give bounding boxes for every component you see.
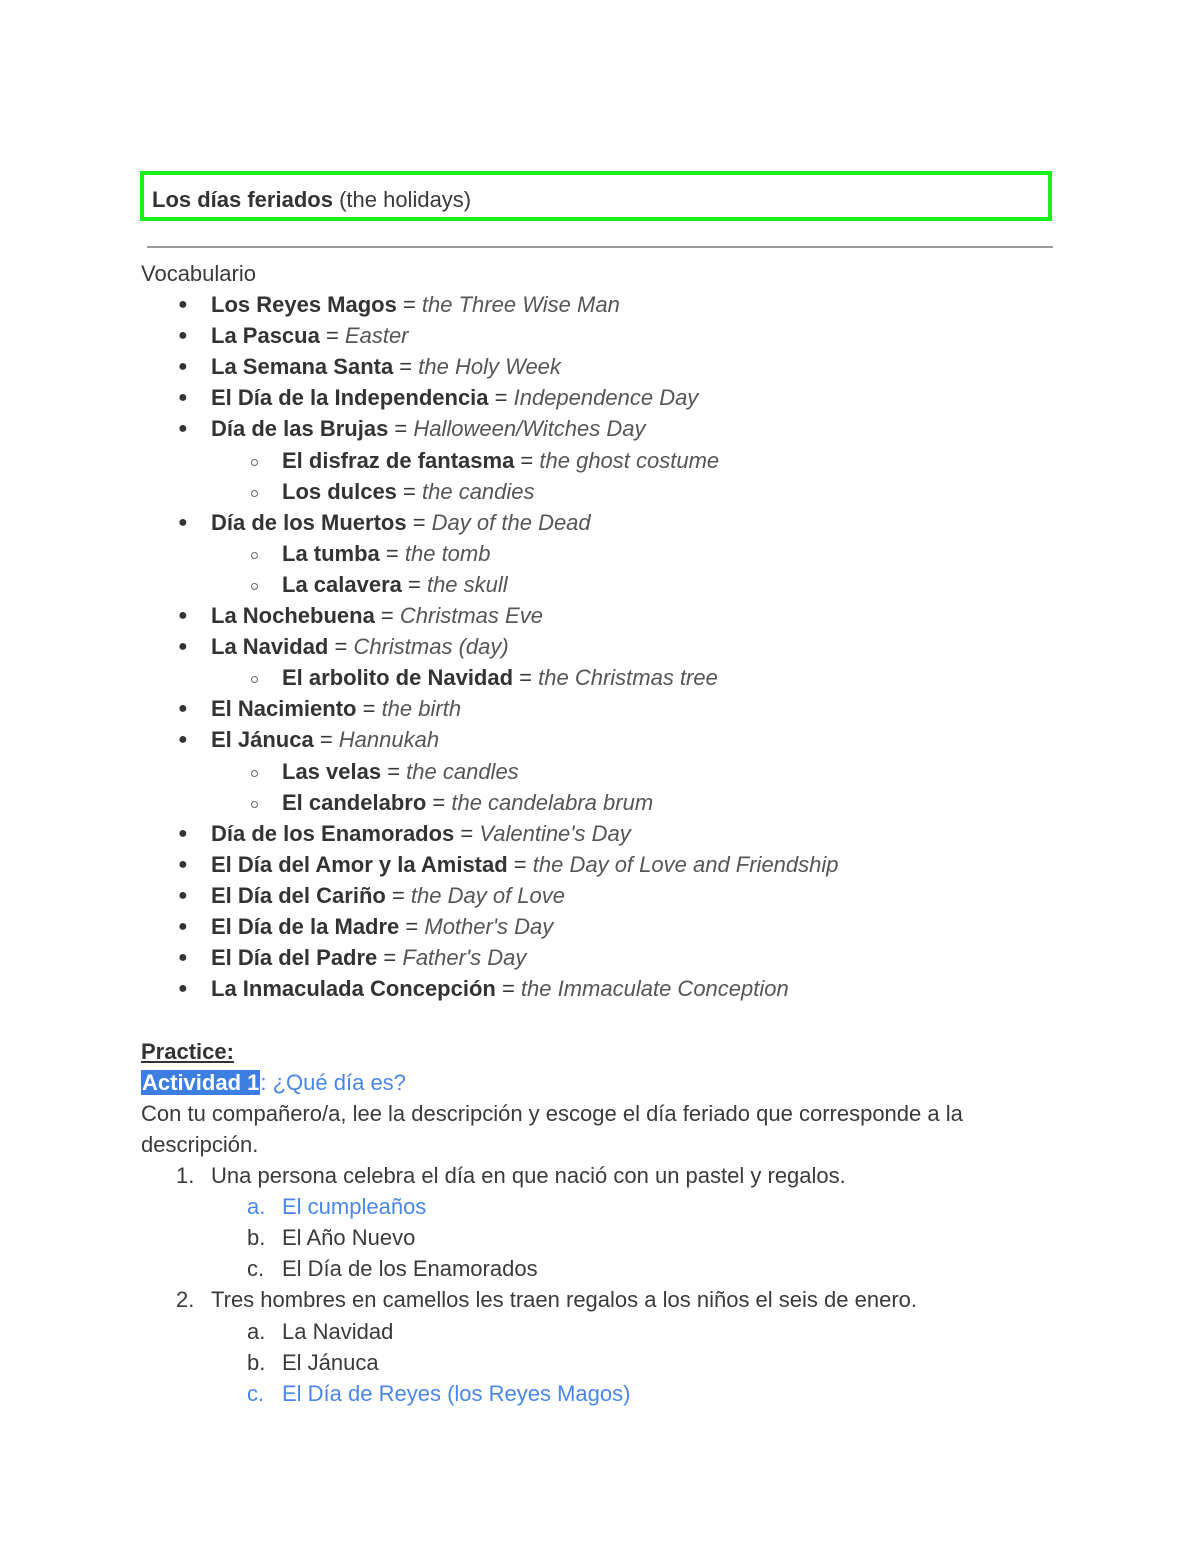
vocab-equals: = <box>514 447 540 473</box>
vocab-meaning: Valentine's Day <box>479 820 631 846</box>
bullet-dot-icon: ● <box>178 327 188 345</box>
vocab-term: El Jánuca <box>211 727 314 753</box>
option-letter: c. <box>247 1256 265 1282</box>
bullet-dot-icon: ● <box>178 918 188 935</box>
vocab-item <box>211 601 543 632</box>
vocab-term: El disfraz de fantasma <box>282 447 515 473</box>
vocab-meaning: the Immaculate Conception <box>520 976 789 1002</box>
vocab-equals: = <box>396 292 422 317</box>
vocab-meaning: Father's Day <box>402 945 527 971</box>
option-text: La Navidad <box>282 1318 394 1344</box>
vocab-term: Día de los Enamorados <box>211 820 455 846</box>
vocab-item <box>211 912 553 943</box>
vocab-item <box>211 725 439 756</box>
vocab-meaning: Christmas Eve <box>399 603 543 628</box>
vocab-item <box>211 414 646 445</box>
vocab-meaning: the Day of Love <box>410 882 566 908</box>
vocab-equals: = <box>328 634 354 660</box>
vocab-term: El Día del Padre <box>211 945 378 971</box>
vocab-meaning: the Christmas tree <box>538 665 718 691</box>
option-letter: b. <box>247 1225 266 1251</box>
vocab-item <box>211 819 631 850</box>
bullet-dot-icon: ● <box>178 731 188 749</box>
vocab-meaning: the candelabra brum <box>451 789 654 815</box>
question-text: Tres hombres en camellos les traen regalos a los niños el seis de enero. <box>211 1287 917 1313</box>
practice-heading: Practice: <box>141 1039 234 1064</box>
vocab-item <box>211 383 698 414</box>
vocab-item <box>211 632 509 663</box>
vocab-meaning: Halloween/Witches Day <box>413 416 646 442</box>
vocab-term: El Día de la Madre <box>211 914 400 939</box>
vocab-item <box>282 663 718 694</box>
vocab-meaning: the skull <box>426 571 508 597</box>
option-letter: b. <box>247 1349 266 1375</box>
bullet-dot-icon: ● <box>178 420 188 438</box>
vocab-meaning: the Holy Week <box>418 354 561 380</box>
bullet-dot-icon: ● <box>178 855 188 873</box>
activity-label: Actividad 1 <box>142 1070 260 1095</box>
vocab-equals: = <box>488 385 514 411</box>
vocab-item <box>282 570 508 601</box>
option-correct-answer: El cumpleaños <box>282 1194 427 1220</box>
vocab-term: El Día del Cariño <box>211 882 386 908</box>
vocab-meaning: the Day of Love and Friendship <box>532 851 839 877</box>
bullet-circle-icon <box>251 459 258 466</box>
bullet-dot-icon: ● <box>178 296 188 313</box>
title-box <box>140 171 1052 221</box>
vocab-item <box>211 508 591 539</box>
option-text: El Año Nuevo <box>282 1225 416 1251</box>
bullet-dot-icon: ● <box>178 886 188 904</box>
horizontal-rule <box>147 246 1053 248</box>
vocab-term: La Navidad <box>211 634 329 660</box>
vocab-meaning: the tomb <box>404 540 491 566</box>
vocab-meaning: Independence Day <box>513 385 699 411</box>
vocab-equals: = <box>396 478 422 504</box>
vocab-equals: = <box>399 914 425 939</box>
vocab-item <box>211 943 526 974</box>
vocab-item <box>211 850 839 881</box>
vocab-equals: = <box>377 945 403 971</box>
vocab-meaning: Easter <box>344 323 409 349</box>
bullet-dot-icon: ● <box>178 389 188 407</box>
bullet-dot-icon: ● <box>178 358 188 376</box>
vocab-equals: = <box>454 820 480 846</box>
vocab-term: La calavera <box>282 571 402 597</box>
option-text: El Jánuca <box>282 1349 379 1375</box>
vocab-item <box>282 446 719 477</box>
vocab-equals: = <box>513 665 539 691</box>
option-correct-answer: El Día de Reyes (los Reyes Magos) <box>282 1380 631 1406</box>
bullet-dot-icon: ● <box>178 700 188 718</box>
question-number: 1. <box>176 1163 195 1188</box>
vocab-meaning: Hannukah <box>338 727 440 753</box>
vocab-term: Día de los Muertos <box>211 509 407 535</box>
vocab-equals: = <box>356 696 382 722</box>
bullet-dot-icon: ● <box>178 607 188 624</box>
vocab-term: Las velas <box>282 758 382 784</box>
vocab-meaning: Day of the Dead <box>431 509 591 535</box>
vocab-meaning: Christmas (day) <box>353 634 509 660</box>
vocab-meaning: the birth <box>381 696 462 722</box>
vocab-equals: = <box>406 509 432 535</box>
vocab-item <box>211 290 620 321</box>
vocab-equals: = <box>313 727 339 753</box>
activity-sep: : <box>260 1070 273 1095</box>
activity-line <box>141 1068 406 1099</box>
vocab-item <box>282 757 519 788</box>
bullet-dot-icon: ● <box>178 980 188 998</box>
question-text: Una persona celebra el día en que nació con un pastel y regalos. <box>211 1163 846 1188</box>
vocab-equals: = <box>381 758 407 784</box>
bullet-dot-icon: ● <box>178 513 188 531</box>
vocab-term: El arbolito de Navidad <box>282 665 514 691</box>
vocab-heading: Vocabulario <box>141 261 256 286</box>
title-rest: (the holidays) <box>332 187 472 212</box>
vocab-equals: = <box>388 416 414 442</box>
bullet-circle-icon <box>251 583 258 590</box>
bullet-circle-icon <box>251 490 258 497</box>
activity-title: ¿Qué día es? <box>272 1070 406 1095</box>
question-number: 2. <box>176 1287 195 1313</box>
bullet-circle-icon <box>251 801 258 808</box>
instructions-line-2: descripción. <box>141 1132 259 1157</box>
vocab-equals: = <box>401 571 427 597</box>
vocab-term: Día de las Brujas <box>211 416 389 442</box>
vocab-equals: = <box>507 851 533 877</box>
vocab-term: La Nochebuena <box>211 603 375 628</box>
vocab-term: Los Reyes Magos <box>211 292 397 317</box>
vocab-term: El candelabro <box>282 789 427 815</box>
vocab-term: La Semana Santa <box>211 354 394 380</box>
vocab-item <box>282 539 490 570</box>
option-text: El Día de los Enamorados <box>282 1256 538 1282</box>
bullet-dot-icon: ● <box>178 824 188 842</box>
vocab-term: El Día de la Independencia <box>211 385 489 411</box>
vocab-meaning: the candies <box>422 478 535 504</box>
instructions-line-1: Con tu compañero/a, lee la descripción y escoge el día feriado que corresponde a la <box>141 1101 963 1126</box>
vocab-equals: = <box>385 882 411 908</box>
vocab-item <box>211 694 461 725</box>
bullet-dot-icon: ● <box>178 949 188 967</box>
bullet-circle-icon <box>251 552 258 559</box>
vocab-item <box>211 974 789 1005</box>
title-bold: Los días feriados <box>152 187 333 212</box>
bullet-dot-icon: ● <box>178 638 188 656</box>
option-letter: a. <box>247 1318 266 1344</box>
vocab-equals: = <box>374 603 400 628</box>
bullet-circle-icon <box>251 770 258 777</box>
option-letter: a. <box>247 1194 266 1220</box>
vocab-meaning: the Three Wise Man <box>421 292 620 317</box>
vocab-item <box>211 321 409 352</box>
vocab-meaning: the ghost costume <box>539 447 720 473</box>
vocab-term: El Día del Amor y la Amistad <box>211 851 508 877</box>
vocab-term: La Inmaculada Concepción <box>211 976 496 1002</box>
vocab-item <box>282 477 535 508</box>
vocab-equals: = <box>393 354 419 380</box>
vocab-meaning: Mother's Day <box>424 914 554 939</box>
vocab-equals: = <box>379 540 405 566</box>
vocab-meaning: the candles <box>406 758 519 784</box>
vocab-term: El Nacimiento <box>211 696 357 722</box>
bullet-circle-icon <box>251 676 258 683</box>
vocab-term: Los dulces <box>282 478 397 504</box>
vocab-item <box>211 352 561 383</box>
vocab-item <box>282 788 653 819</box>
vocab-equals: = <box>495 976 521 1002</box>
vocab-equals: = <box>426 789 452 815</box>
option-letter: c. <box>247 1380 265 1406</box>
vocab-term: La Pascua <box>211 323 320 349</box>
vocab-item <box>211 881 565 912</box>
vocab-equals: = <box>319 323 345 349</box>
vocab-term: La tumba <box>282 540 380 566</box>
